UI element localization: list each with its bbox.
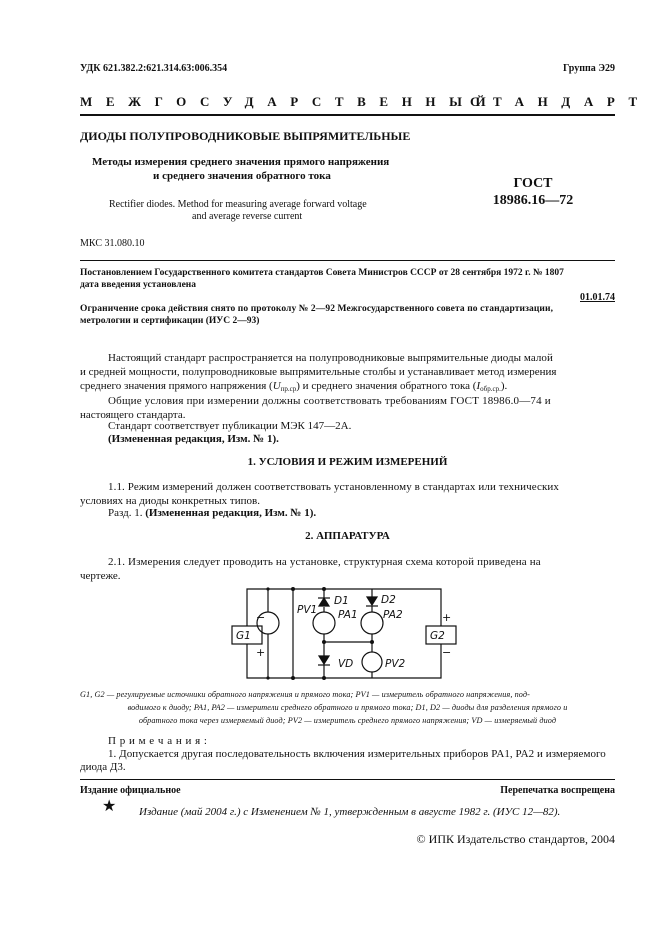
star-icon: ★ bbox=[102, 796, 117, 815]
methods-line-1: Методы измерения среднего значения прямого напряжения bbox=[92, 156, 390, 168]
footer-rule bbox=[80, 779, 615, 780]
section-2-heading: 2. АППАРАТУРА bbox=[305, 530, 390, 542]
note-1-line-1: 1. Допускается другая последовательность включения измерительных приборов PA1, PA2 и измеряемого bbox=[108, 748, 606, 760]
section-2-paragraph: 2.1. Измерения следует проводить на установке, структурная схема которой приведена на чертеже. bbox=[80, 556, 541, 582]
methods-line-2: и среднего значения обратного тока bbox=[153, 170, 331, 182]
label-d2: D2 bbox=[381, 594, 396, 606]
banner-standard: СТАНДАРТ bbox=[470, 94, 651, 109]
section-1-amendment: Разд. 1. (Измененная редакция, Изм. № 1). bbox=[108, 507, 317, 519]
diagram-caption: G1, G2 — регулируемые источники обратного напряжения и прямого тока; PV1 — измеритель обратного напряжения, под- водимого к диоду; PA1, PA2 — измерители среднего обратного и прямого тока; D1, D2 — диоды для разделения прямого и обратного тока через измеряемый диод; PV2 — измеритель среднего прямого напряжения; VD — измеряемый диод bbox=[80, 690, 568, 725]
diode-d1-icon bbox=[319, 598, 329, 606]
mks-code: МКС 31.080.10 bbox=[80, 238, 145, 249]
g2-minus-sign: − bbox=[442, 646, 452, 659]
limit-line-2: метрологии и сертификации (ИУС 2—93) bbox=[80, 316, 260, 326]
diode-vd-icon bbox=[319, 656, 329, 664]
diode-d2-icon bbox=[367, 597, 377, 605]
label-g2: G2 bbox=[430, 630, 445, 642]
g1-plus-sign: + bbox=[256, 646, 266, 659]
copyright: © ИПК Издательство стандартов, 2004 bbox=[416, 832, 615, 846]
decree-line-2: дата введения установлена bbox=[80, 280, 197, 290]
amendment-note-1: (Измененная редакция, Изм. № 1). bbox=[108, 433, 279, 445]
group-code: Группа Э29 bbox=[563, 63, 615, 74]
standard-title: ДИОДЫ ПОЛУПРОВОДНИКОВЫЕ ВЫПРЯМИТЕЛЬНЫЕ bbox=[80, 129, 411, 143]
english-title-line-2: and average reverse current bbox=[192, 211, 303, 222]
label-g1: G1 bbox=[236, 630, 251, 642]
reprint-prohibited: Перепечатка воспрещена bbox=[500, 785, 615, 796]
notes-heading: П р и м е ч а н и я : bbox=[108, 735, 208, 747]
label-pv1: PV1 bbox=[297, 604, 318, 616]
edition-info: Издание (май 2004 г.) с Изменением № 1, утвержденным в августе 1982 г. (ИУС 12—82). bbox=[139, 806, 561, 818]
label-pa2: PA2 bbox=[383, 609, 403, 621]
limit-line-1: Ограничение срока действия снято по протоколу № 2—92 Межгосударственного совета по стандартизации, bbox=[80, 304, 554, 314]
intro-line-3: среднего значения прямого напряжения $(U_{пр.ср})$ и среднего значения обратного тока $(I_{обр.ср.})$. bbox=[80, 380, 508, 393]
note-1-line-2: диода Д3. bbox=[80, 761, 126, 773]
label-pv2: PV2 bbox=[385, 658, 406, 670]
label-d1: D1 bbox=[334, 595, 349, 607]
decree-line-1: Постановлением Государственного комитета стандартов Совета Министров СССР от 28 сентября 1972 г. № 1807 bbox=[80, 268, 564, 278]
udk-code: УДК 621.382.2:621.314.63:006.354 bbox=[80, 63, 228, 74]
banner-interstate: МЕЖГОСУДАРСТВЕННЫЙ bbox=[80, 94, 500, 109]
section-1-heading: 1. УСЛОВИЯ И РЕЖИМ ИЗМЕРЕНИЙ bbox=[247, 456, 448, 468]
introduction-date: 01.01.74 bbox=[580, 292, 615, 303]
gost-number: 18986.16—72 bbox=[492, 193, 574, 208]
g2-plus-sign: + bbox=[442, 611, 452, 624]
official-edition: Издание официальное bbox=[80, 785, 181, 796]
section-1-paragraph: 1.1. Режим измерений должен соответствовать установленному в стандартах или технических условиях на диоды конкретных типов. bbox=[80, 481, 560, 507]
label-vd: VD bbox=[338, 658, 354, 670]
gost-label: ГОСТ bbox=[513, 176, 553, 191]
english-title-line-1: Rectifier diodes. Method for measuring average forward voltage bbox=[109, 199, 367, 210]
intro-paragraph-1: Настоящий стандарт распространяется на полупроводниковые выпрямительные диоды малой и средней мощности, полупроводниковые выпрямительные столбы и устанавливает метод измерения среднего значения прямого напряжения $(U_{пр.ср})$ и среднего значения обратного тока $(I_{обр.ср.})$. bbox=[80, 351, 615, 396]
intro-paragraph-2: Общие условия при измерении должны соответствовать требованиям ГОСТ 18986.0—74 и настоящего стандарта. bbox=[80, 395, 551, 421]
label-pa1: PA1 bbox=[338, 609, 358, 621]
intro-paragraph-3: Стандарт соответствует публикации МЭК 147—2А. bbox=[108, 420, 352, 432]
g1-minus-sign: − bbox=[256, 611, 266, 624]
